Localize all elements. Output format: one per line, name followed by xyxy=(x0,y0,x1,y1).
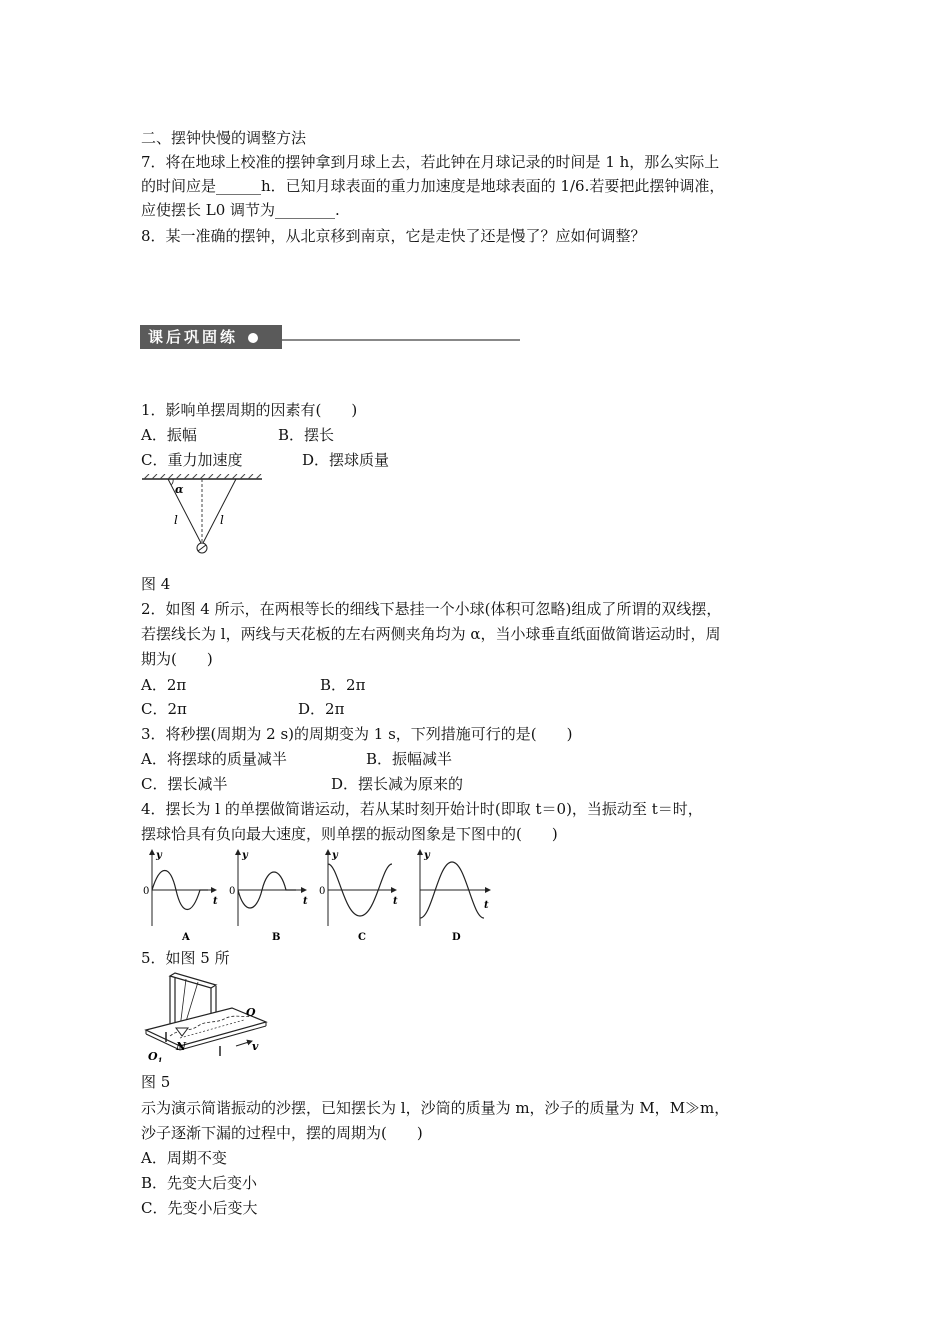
banner-rule xyxy=(282,339,520,341)
q3-option-b: B．振幅减半 xyxy=(366,750,453,768)
graph-c-label: C xyxy=(358,932,366,943)
graph-d xyxy=(420,850,490,943)
graph-d-t-label: t xyxy=(484,900,489,911)
graph-c-zero: 0 xyxy=(319,886,326,897)
q3-stem: 3．将秒摆(周期为 2 s)的周期变为 1 s，下列措施可行的是( ) xyxy=(141,725,573,743)
graph-b-label: B xyxy=(272,932,281,943)
graph-b-t-label: t xyxy=(303,896,308,907)
graph-d-y-label: y xyxy=(424,850,430,861)
q8-text: 8．某一准确的摆钟，从北京移到南京，它是走快了还是慢了？应如何调整？ xyxy=(141,227,646,245)
q4-line-2: 摆球恰具有负向最大速度，则单摆的振动图象是下图中的( ) xyxy=(141,825,558,843)
right-length-label: l xyxy=(220,513,224,527)
graph-c-y-label: y xyxy=(332,850,338,861)
graph-a xyxy=(143,850,218,943)
graph-b-zero: 0 xyxy=(229,886,236,897)
q1-option-c: C．重力加速度 xyxy=(141,451,243,469)
figure-4-caption: 图 4 xyxy=(141,575,171,593)
q4-line-1: 4．摆长为 l 的单摆做简谐运动，若从某时刻开始计时(即取 t＝0)，当振动至 t＝时， xyxy=(141,800,703,818)
graph-a-y-label: y xyxy=(156,850,162,861)
q3-option-d: D．摆长减为原来的 xyxy=(331,775,464,793)
bullet-icon xyxy=(248,333,258,343)
q7-line-3: 应使摆长 L0 调节为________. xyxy=(141,201,340,219)
q5-option-c: C．先变小后变大 xyxy=(141,1199,258,1217)
q2-option-c: C．2π xyxy=(141,700,187,718)
q5-line-2: 沙子逐渐下漏的过程中，摆的周期为( ) xyxy=(141,1124,423,1142)
practice-banner xyxy=(140,325,520,351)
graph-c xyxy=(319,850,398,943)
graph-a-zero: 0 xyxy=(143,886,150,897)
q2-line-3: 期为( ) xyxy=(141,650,213,668)
figure-5-caption: 图 5 xyxy=(141,1073,171,1091)
frame-top-beam xyxy=(170,973,216,988)
label-n: N xyxy=(176,1040,187,1053)
q1-stem: 1．影响单摆周期的因素有( ) xyxy=(141,401,358,419)
graph-a-label: A xyxy=(182,932,190,943)
q1-option-a: A．振幅 xyxy=(141,426,197,444)
q2-option-a: A．2π xyxy=(141,676,187,694)
q5-intro: 5．如图 5 所 xyxy=(141,949,230,967)
q7-line-1: 7．将在地球上校准的摆钟拿到月球上去，若此钟在月球记录的时间是 1 h，那么实际上 xyxy=(141,153,720,171)
graph-c-t-label: t xyxy=(393,896,398,907)
q2-option-b: B．2π xyxy=(320,676,366,694)
q7-line-2: 的时间应是______h．已知月球表面的重力加速度是地球表面的 1/6.若要把此摆钟调准， xyxy=(141,177,725,195)
q5-line-1: 示为演示简谐振动的沙摆，已知摆长为 l，沙筒的质量为 m，沙子的质量为 M，M≫m， xyxy=(141,1099,730,1117)
alpha-label: α xyxy=(175,483,184,496)
left-length-label: l xyxy=(174,513,178,527)
q2-option-d: D．2π xyxy=(298,700,345,718)
q2-line-1: 2．如图 4 所示，在两根等长的细线下悬挂一个小球(体积可忽略)组成了所谓的双线摆， xyxy=(141,600,722,618)
angle-arc xyxy=(171,479,173,485)
velocity-arrow xyxy=(236,1041,252,1046)
graph-b xyxy=(229,850,308,943)
right-string xyxy=(203,479,236,543)
figure-5-sand-pendulum xyxy=(140,970,270,1062)
section-heading: 二、摆钟快慢的调整方法 xyxy=(141,129,307,147)
banner-label: 课后巩固练 xyxy=(148,328,239,346)
vibration-graphs xyxy=(140,846,500,944)
graph-d-label: D xyxy=(452,932,461,943)
banner-label-box xyxy=(140,325,282,349)
figure-4-pendulum xyxy=(140,474,266,558)
q2-line-2: 若摆线长为 l，两线与天花板的左右两侧夹角均为 α，当小球垂直纸面做简谐运动时，周 xyxy=(141,625,721,643)
q1-option-b: B．摆长 xyxy=(278,426,335,444)
label-o: O xyxy=(246,1006,256,1019)
q5-option-b: B．先变大后变小 xyxy=(141,1174,258,1192)
left-string xyxy=(168,479,201,543)
graph-b-y-label: y xyxy=(242,850,248,861)
graph-a-t-label: t xyxy=(213,896,218,907)
q5-option-a: A．周期不变 xyxy=(141,1149,227,1167)
label-o1: $O_1$ xyxy=(148,1050,163,1062)
q3-option-a: A．将摆球的质量减半 xyxy=(141,750,287,768)
label-v: v xyxy=(252,1040,259,1053)
q3-option-c: C．摆长减半 xyxy=(141,775,228,793)
q1-option-d: D．摆球质量 xyxy=(302,451,390,469)
